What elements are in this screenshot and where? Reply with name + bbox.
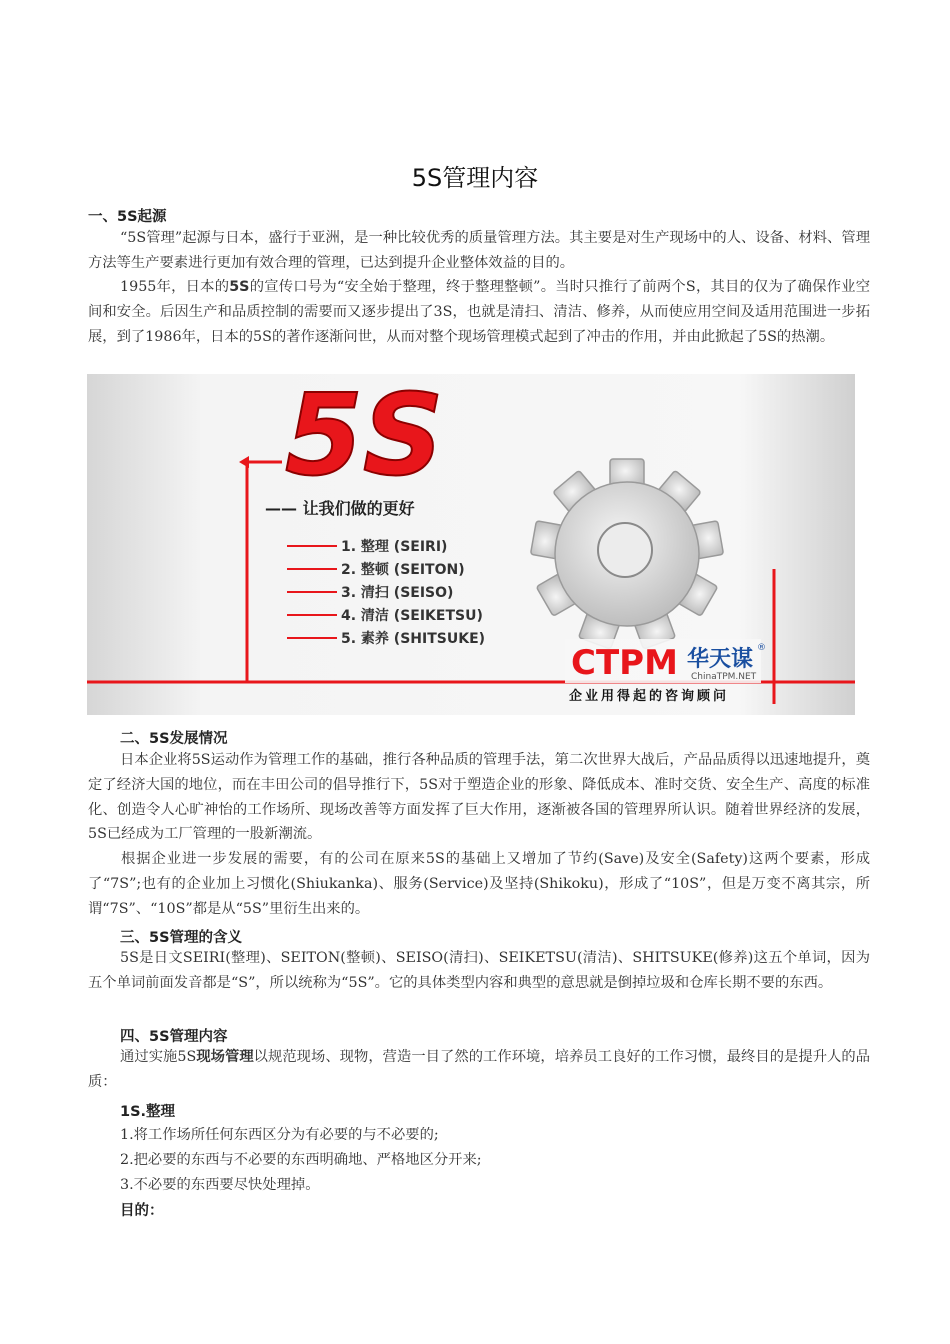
list-item: 1.将工作场所任何东西区分为有必要的与不必要的; <box>120 1127 439 1143</box>
ctpm-logo <box>565 639 766 683</box>
section-heading-development: 二、5S发展情况 <box>120 731 228 747</box>
list-item: 3.不必要的东西要尽快处理掉。 <box>120 1177 320 1193</box>
banner-item-1: 1. 整理 (SEIRI) <box>341 539 448 555</box>
banner-item-4: 4. 清洁 (SEIKETSU) <box>341 608 483 624</box>
paragraph-meaning: 5S是日文SEIRI(整理)、SEITON(整顿)、SEISO(清扫)、SEIKETSU(清洁)、SHITSUKE(修养)这五个单词，因为五个单词前面发音都是“S”，所以统称为“5S”。它的具体类型内容和典型的意思就是倒掉垃圾和仓库长期不要的东西。 <box>88 950 870 991</box>
banner-big-5s: 5S <box>285 374 444 501</box>
paragraph-development-1: 日本企业将5S运动作为管理工作的基础，推行各种品质的管理手法，第二次世界大战后，产品品质得以迅速地提升，奠定了经济大国的地位，而在丰田公司的倡导推行下，5S对于塑造企业的形象、降低成本、准时交货、安全生产、高度的标准化、创造令人心旷神怡的工作场所、现场改善等方面发挥了巨大作用，逐渐被各国的管理界所认识。随着世界经济的发展，5S已经成为工厂管理的一股新潮流。 <box>88 752 870 843</box>
logo-url: ChinaTPM.NET <box>691 672 757 682</box>
subheading-seiri: 1S.整理 <box>120 1104 176 1120</box>
logo-cn-text: 华天谋 <box>687 647 754 672</box>
paragraph-development-2: 根据企业进一步发展的需要，有的公司在原来5S的基础上又增加了节约(Save)及安全(Safety)这两个要素，形成了“7S”;也有的企业加上习惯化(Shiukanka)、服务(Service)及坚持(Shikoku)，形成了“10S”，但是万变不离其宗，所谓“7S”、“10S”都是从“5S”里衍生出来的。 <box>88 851 870 917</box>
banner-slogan: —— 让我们做的更好 <box>265 499 415 518</box>
logo-ctpm-text: CTPM <box>571 643 678 683</box>
paragraph-origin-1: “5S管理”起源与日本，盛行于亚洲，是一种比较优秀的质量管理方法。其主要是对生产现场中的人、设备、材料、管理方法等生产要素进行更加有效合理的管理，已达到提升企业整体效益的目的。 <box>88 230 870 271</box>
banner-tagline: 企业用得起的咨询顾问 <box>569 689 730 704</box>
5s-banner-image <box>87 374 855 715</box>
banner-graphic <box>87 374 855 715</box>
section-heading-meaning: 三、5S管理的含义 <box>120 930 243 946</box>
banner-item-3: 3. 清扫 (SEISO) <box>341 585 454 601</box>
list-item: 2.把必要的东西与不必要的东西明确地、严格地区分开来; <box>120 1152 482 1168</box>
logo-registered: ® <box>757 643 766 653</box>
label-goal: 目的： <box>120 1203 164 1219</box>
banner-item-2: 2. 整顿 (SEITON) <box>341 562 465 578</box>
section-heading-origin: 一、5S起源 <box>88 209 167 225</box>
paragraph-content: 通过实施5S现场管理以规范现场、现物，营造一目了然的工作环境，培养员工良好的工作习惯，最终目的是提升人的品质： <box>88 1049 871 1090</box>
section-heading-content: 四、5S管理内容 <box>120 1029 228 1045</box>
page-title: 5S管理内容 <box>411 164 539 192</box>
banner-item-5: 5. 素养 (SHITSUKE) <box>341 631 486 647</box>
paragraph-origin-2: 1955年，日本的5S的宣传口号为“安全始于整理，终于整理整顿”。当时只推行了前两个S，其目的仅为了确保作业空间和安全。后因生产和品质控制的需要而又逐步提出了3S，也就是清扫、清洁、修养，从而使应用空间及适用范围进一步拓展，到了1986年，日本的5S的著作逐渐问世，从而对整个现场管理模式起到了冲击的作用，并由此掀起了5S的热潮。 <box>88 279 870 345</box>
